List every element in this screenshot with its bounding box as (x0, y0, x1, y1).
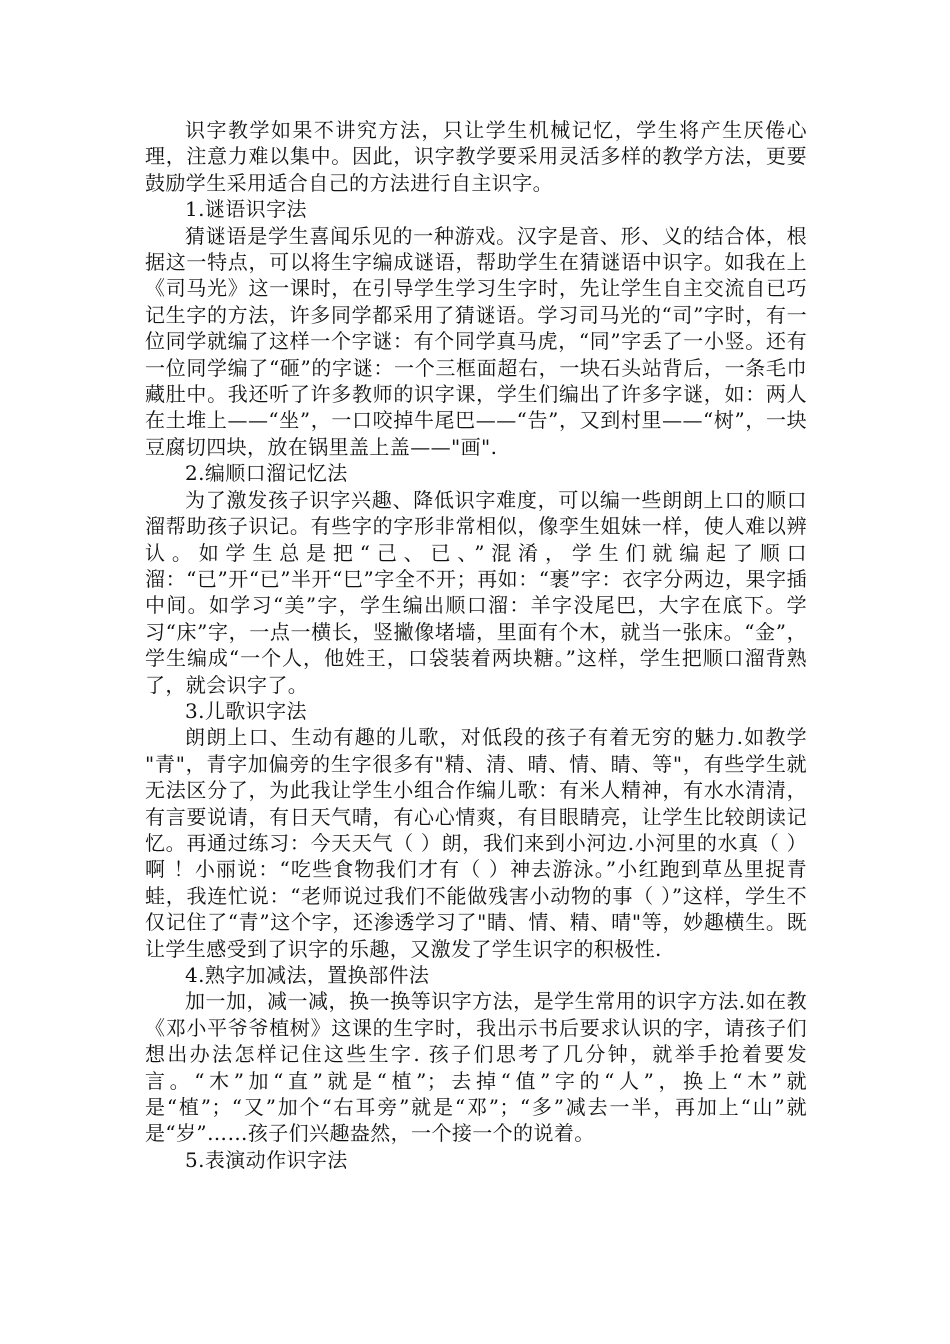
section-3-heading: 3.儿歌识字法 (185, 698, 307, 723)
section-2-paragraph: 为了激发孩子识字兴趣、降低识字难度，可以编一些朗朗上口的顺口溜帮助孩子识记。有些字的字形非常相似，像孪生姐妹一样，使人难以辨认。如学生总是把“己、已、”混淆，学生们就编起了顺口溜：“已”开“已”半开“巳”字全不开；再如：“裹”字：衣字分两边，果字插中间。如学习“美”字，学生编出顺口溜：羊字没尾巴，大字在底下。学习“床”字，一点一横长，竖撇像堵墙，里面有个木，就当一张床。“金”，学生编成“一个人，他姓王，口袋装着两块糖。”这样，学生把顺口溜背熟了，就会识字了。 (145, 487, 807, 697)
section-4-paragraph: 加一加，减一减，换一换等识字方法，是学生常用的识字方法.如在教《邓小平爷爷植树》这课的生字时，我出示书后要求认识的字，请孩子们想出办法怎样记住这些生字. 孩子们思考了几分钟，就举手抢着要发言。“木”加“直”就是“植”；去掉“值”字的“人”，换上“木”就是“植”；“又”加个“右耳旁”就是“邓”；“多”减去一半，再加上“山”就是“岁”……孩子们兴趣盎然，一个接一个的说着。 (145, 989, 807, 1146)
section-4-heading: 4.熟字加减法，置换部件法 (185, 963, 430, 987)
section-5-heading: 5.表演动作识字法 (185, 1147, 348, 1172)
document-body (145, 117, 807, 1173)
section-3-paragraph: 朗朗上口、生动有趣的儿歌，对低段的孩子有着无穷的魅力.如教学 "青"，青字加偏旁的生字很多有"精、清、晴、情、睛、等"，有些学生就无法区分了，为此我让学生小组合作编儿歌：有米人精神，有水水清清，有言要说请，有日天气晴，有心心情爽，有目眼睛亮，让学生比较朗读记忆。再通过练习：今天天气（ ）朗，我们来到小河边.小河里的水真（ ）啊 ！小丽说：“吃些食物我们才有（ ）神去游泳。”小红跑到草丛里捉青蛙，我连忙说：“老师说过我们不能做残害小动物的事（ ）”这样，学生不仅记住了“青”这个字，还渗透学习了"睛、情、精、晴"等，妙趣横生。既让学生感受到了识字的乐趣，又激发了学生识字的积极性. (145, 725, 807, 961)
section-2-heading: 2.编顺口溜记忆法 (185, 461, 348, 486)
section-1-paragraph: 猜谜语是学生喜闻乐见的一种游戏。汉字是音、形、义的结合体，根据这一特点，可以将生字编成谜语，帮助学生在猜谜语中识字。如我在上《司马光》这一课时，在引导学生学习生字时，先让学生自主交流自已巧记生字的方法，许多同学都采用了猜谜语。学习司马光的“司”字时，有一位同学就编了这样一个字谜：有个同学真马虎，“同”字丢了一小竖。还有一位同学编了“砸”的字谜：一个三框面超右，一块石头站背后，一条毛巾藏肚中。我还听了许多教师的识字课，学生们编出了许多字谜，如：两人在土堆上——“坐”，一口咬掉牛尾巴——“告”，又到村里——“树”，一块豆腐切四块，放在锅里盖上盖——"画". (145, 223, 807, 459)
intro-paragraph: 识字教学如果不讲究方法，只让学生机械记忆，学生将产生厌倦心理，注意力难以集中。因此，识字教学要采用灵活多样的教学方法，更要鼓励学生采用适合自己的方法进行自主识字。 (145, 118, 807, 195)
section-1-heading: 1.谜语识字法 (185, 197, 307, 222)
